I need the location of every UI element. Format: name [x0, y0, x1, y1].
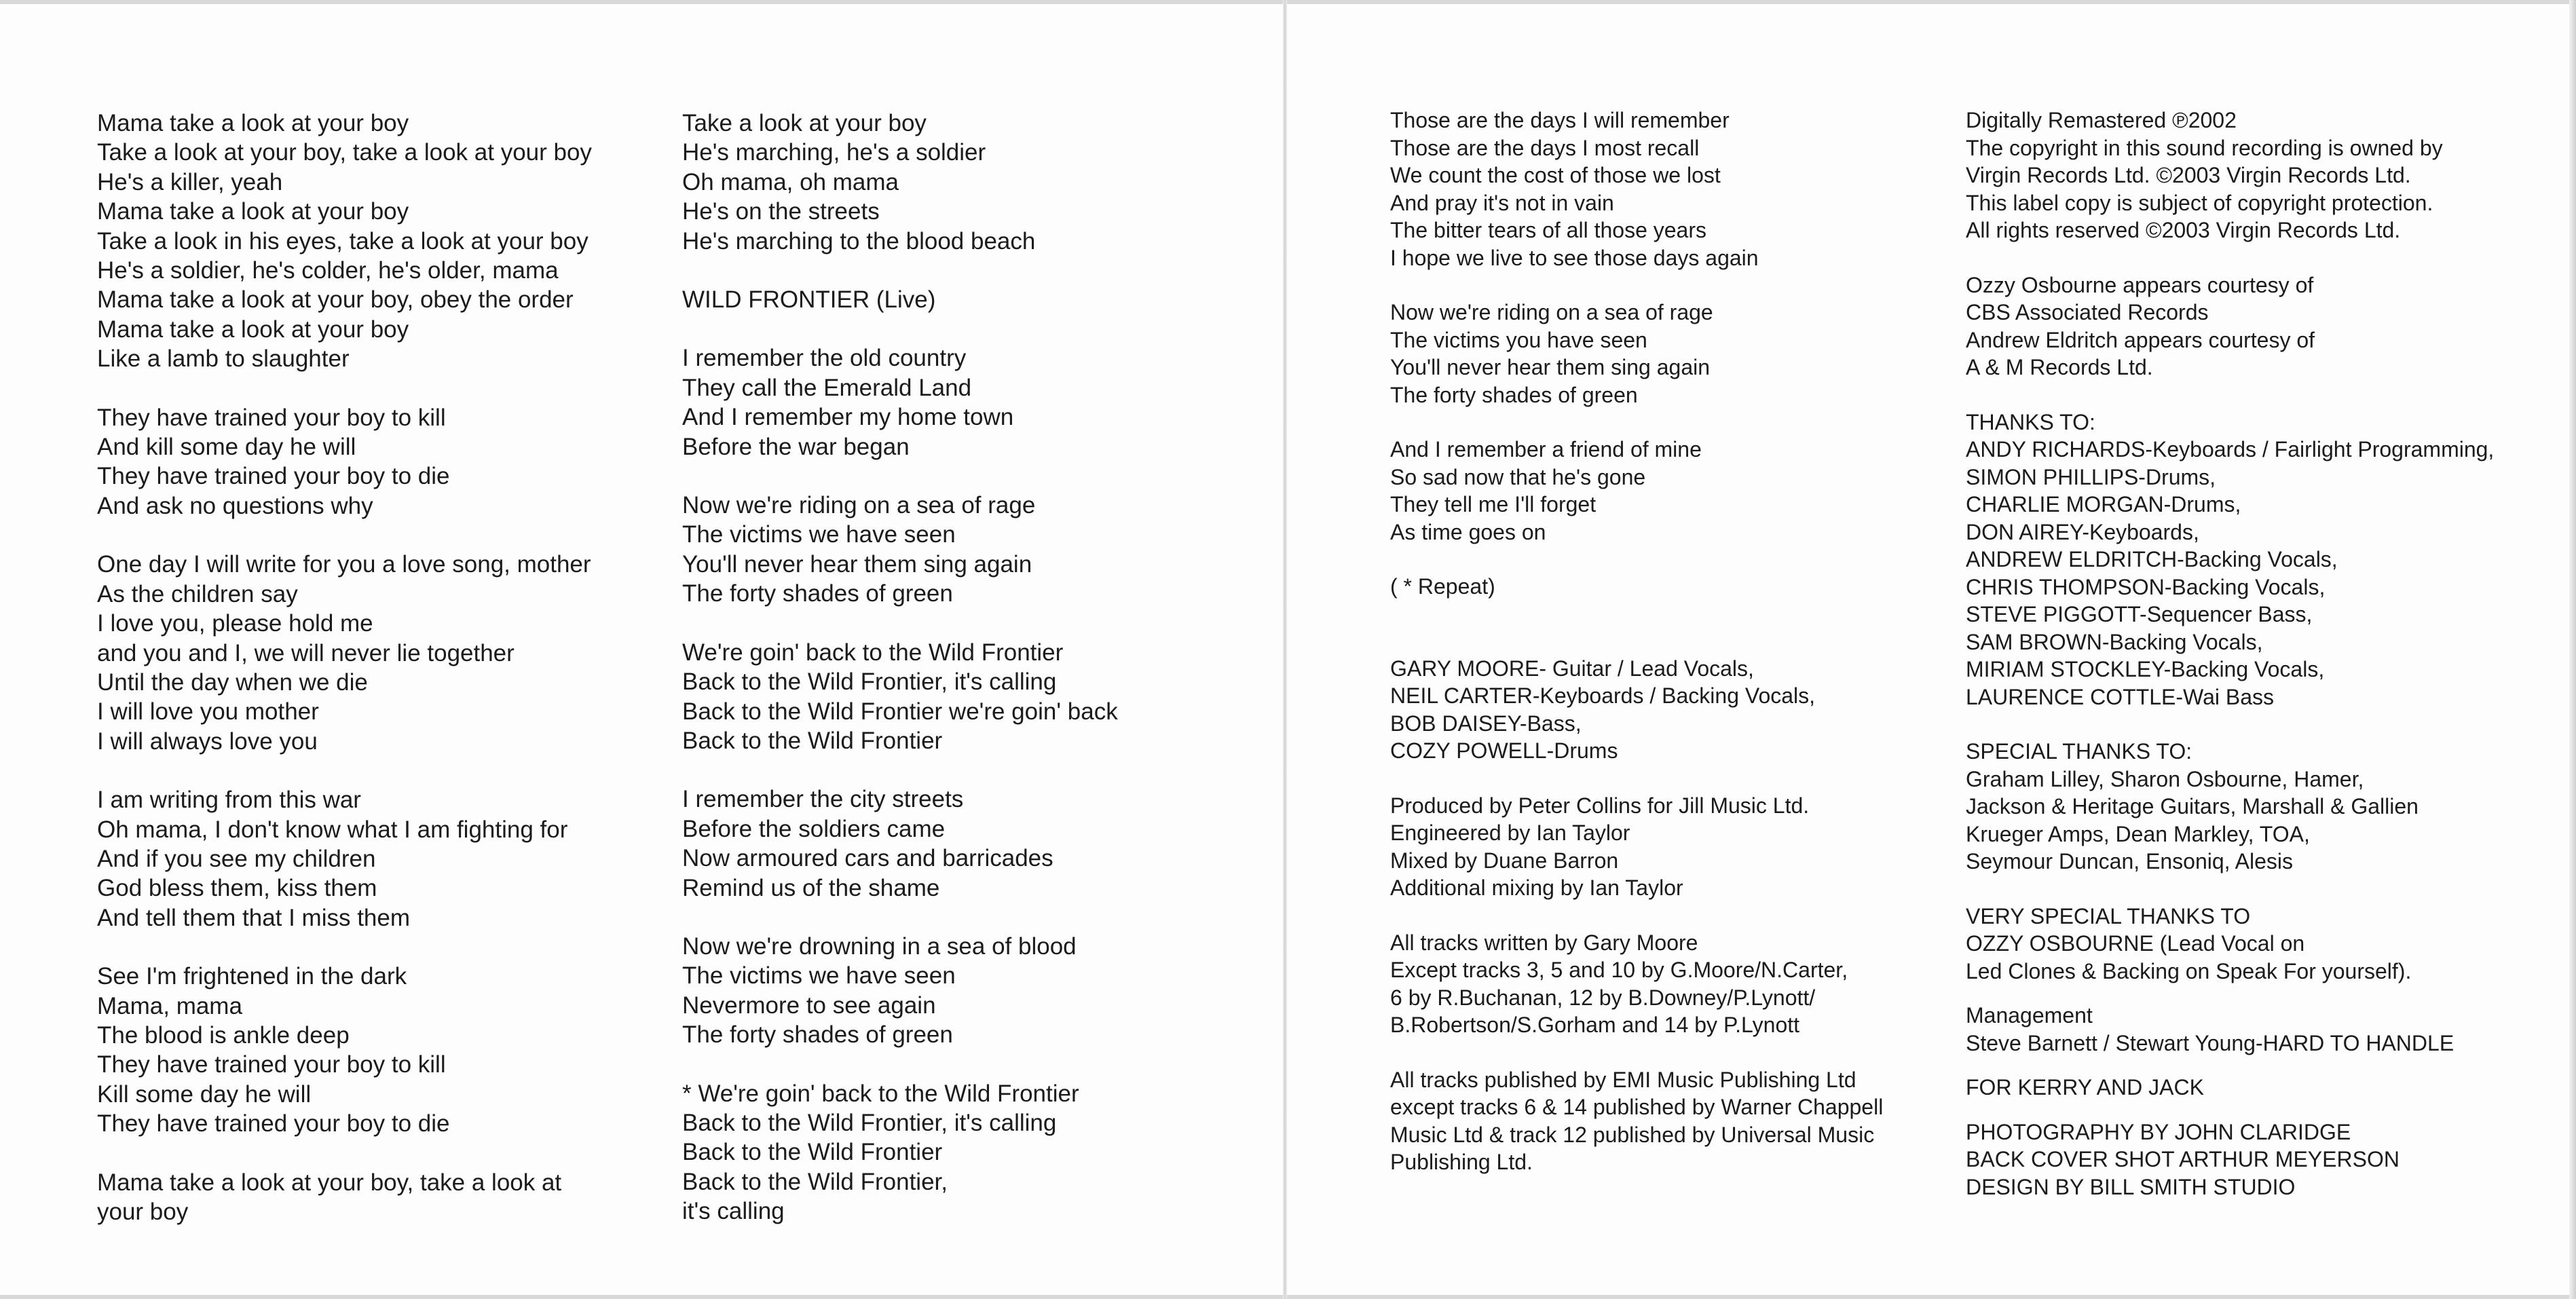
lyric-stanza: [682, 343, 1118, 462]
lyric-line: The victims you have seen: [1390, 327, 1647, 352]
lyric-line: * We're goin' back to the Wild Frontier: [682, 1080, 1079, 1107]
credit-stanza: [1966, 409, 2494, 711]
lyric-line: And I remember my home town: [682, 404, 1014, 431]
lyric-stanza: [682, 285, 1118, 314]
lyric-line: They call the Emerald Land: [682, 374, 972, 401]
credit-line: NEIL CARTER-Keyboards / Backing Vocals,: [1390, 683, 1816, 708]
credit-stanza: [1390, 655, 1883, 765]
lyric-stanza: [682, 491, 1118, 609]
lyric-line: One day I will write for you a love song, mother: [97, 551, 591, 578]
credit-line: Led Clones & Backing on Speak For yourself).: [1966, 958, 2412, 983]
lyric-line: Those are the days I most recall: [1390, 135, 1700, 160]
lyric-stanza: [97, 403, 592, 521]
credit-line: B.Robertson/S.Gorham and 14 by P.Lynott: [1390, 1013, 1800, 1037]
lyric-line: Take a look in his eyes, take a look at your boy: [97, 227, 589, 255]
credit-line: FOR KERRY AND JACK: [1966, 1075, 2204, 1099]
lyric-line: I will love you mother: [97, 698, 319, 726]
booklet-right-edge: [2569, 0, 2576, 1299]
page-top-edge: [0, 0, 2576, 4]
credit-line: DON AIREY-Keyboards,: [1966, 519, 2199, 544]
lyric-stanza: [97, 785, 592, 933]
lyric-line: and you and I, we will never lie together: [97, 639, 515, 666]
credit-line: PHOTOGRAPHY BY JOHN CLARIDGE: [1966, 1119, 2351, 1144]
lyric-line: The forty shades of green: [682, 1021, 953, 1049]
lyric-line: And ask no questions why: [97, 492, 373, 519]
credit-line: Additional mixing by Ian Taylor: [1390, 876, 1683, 900]
lyric-line: Back to the Wild Frontier,: [682, 1168, 948, 1195]
credit-line: except tracks 6 & 14 published by Warner Chappell: [1390, 1095, 1884, 1119]
credit-stanza: [1390, 792, 1883, 902]
credit-line: LAURENCE COTTLE-Wai Bass: [1966, 684, 2274, 709]
lyric-stanza: [97, 109, 592, 374]
page-bottom-edge: [0, 1295, 2576, 1299]
credit-line: MIRIAM STOCKLEY-Backing Vocals,: [1966, 657, 2325, 681]
lyric-line: God bless them, kiss them: [97, 875, 377, 902]
credit-line: A & M Records Ltd.: [1966, 355, 2153, 379]
lyric-line: Now we're riding on a sea of rage: [1390, 300, 1713, 324]
lyric-line: The forty shades of green: [682, 580, 953, 607]
lyric-line: He's on the streets: [682, 198, 880, 225]
lyric-line: The victims we have seen: [682, 962, 956, 990]
lyric-line: The forty shades of green: [1390, 382, 1638, 407]
credit-line: Ozzy Osbourne appears courtesy of: [1966, 272, 2314, 297]
credit-line: Mixed by Duane Barron: [1390, 848, 1619, 873]
lyrics-column-1: [97, 109, 592, 1256]
lyrics-credits-column-3: [1390, 107, 1883, 1203]
credit-line: BACK COVER SHOT ARTHUR MEYERSON: [1966, 1147, 2400, 1171]
lyric-stanza: [97, 550, 592, 756]
credit-stanza: [1966, 271, 2494, 381]
credit-line: Except tracks 3, 5 and 10 by G.Moore/N.Carter,: [1390, 958, 1848, 982]
lyric-line: I remember the old country: [682, 345, 967, 372]
lyric-line: Remind us of the shame: [682, 874, 940, 901]
lyric-line: You'll never hear them sing again: [682, 550, 1032, 578]
credit-line: Produced by Peter Collins for Jill Music Ltd.: [1390, 793, 1810, 818]
credit-line: Seymour Duncan, Ensoniq, Alesis: [1966, 849, 2294, 873]
credits-column-4: [1966, 107, 2494, 1228]
lyric-line: Back to the Wild Frontier, it's calling: [682, 1109, 1057, 1136]
lyric-line: I hope we live to see those days again: [1390, 245, 1759, 270]
lyric-line: Nevermore to see again: [682, 992, 936, 1019]
credit-line: This label copy is subject of copyright protection.: [1966, 190, 2433, 215]
credit-stanza: [1966, 903, 2494, 985]
credit-line: GARY MOORE- Guitar / Lead Vocals,: [1390, 656, 1754, 681]
lyric-line: Like a lamb to slaughter: [97, 345, 350, 373]
credit-line: Digitally Remastered ℗2002: [1966, 108, 2237, 132]
lyric-line: Take a look at your boy, take a look at your boy: [97, 139, 592, 166]
lyric-line: The bitter tears of all those years: [1390, 218, 1706, 242]
credit-line: THANKS TO:: [1966, 409, 2095, 434]
lyric-line: Kill some day he will: [97, 1080, 312, 1108]
lyric-line: Now we're riding on a sea of rage: [682, 492, 1036, 519]
credit-line: The copyright in this sound recording is owned by: [1966, 135, 2443, 160]
lyric-stanza: [682, 1079, 1118, 1226]
credit-line: SAM BROWN-Backing Vocals,: [1966, 629, 2263, 654]
lyric-line: He's a soldier, he's colder, he's older, mama: [97, 257, 559, 284]
credit-line: VERY SPECIAL THANKS TO: [1966, 903, 2251, 928]
lyric-stanza: [1390, 573, 1883, 601]
lyric-line: Oh mama, oh mama: [682, 168, 899, 195]
booklet-fold: [1283, 0, 1287, 1299]
credit-line: ANDREW ELDRITCH-Backing Vocals,: [1966, 547, 2338, 571]
lyric-line: Now we're drowning in a sea of blood: [682, 933, 1077, 960]
lyric-stanza: [1390, 436, 1883, 546]
lyric-line: And if you see my children: [97, 845, 376, 872]
lyric-line: And I remember a friend of mine: [1390, 437, 1702, 462]
lyric-line: Mama take a look at your boy: [97, 198, 409, 225]
credit-line: Graham Lilley, Sharon Osbourne, Hamer,: [1966, 766, 2364, 791]
lyric-stanza: [682, 109, 1118, 256]
credit-line: All tracks published by EMI Music Publishing Ltd: [1390, 1067, 1856, 1092]
lyric-line: Mama take a look at your boy: [97, 316, 409, 343]
lyric-line: They have trained your boy to kill: [97, 404, 446, 431]
lyric-line: See I'm frightened in the dark: [97, 963, 407, 990]
lyric-line: He's marching to the blood beach: [682, 227, 1036, 255]
credit-line: All rights reserved ©2003 Virgin Records Ltd.: [1966, 218, 2401, 242]
lyric-line: He's marching, he's a soldier: [682, 139, 986, 166]
lyric-line: You'll never hear them sing again: [1390, 355, 1711, 379]
lyric-line: They tell me I'll forget: [1390, 492, 1597, 516]
lyric-line: Take a look at your boy: [682, 110, 927, 136]
lyrics-column-2: [682, 109, 1118, 1256]
credit-line: OZZY OSBOURNE (Lead Vocal on: [1966, 931, 2305, 956]
lyric-line: And kill some day he will: [97, 434, 356, 461]
lyric-stanza: [97, 1168, 592, 1227]
lyric-line: He's a killer, yeah: [97, 168, 283, 195]
lyric-line: Back to the Wild Frontier: [682, 727, 943, 754]
credit-line: Andrew Eldritch appears courtesy of: [1966, 327, 2315, 352]
lyric-line: your boy: [97, 1199, 189, 1225]
lyric-line: Mama take a look at your boy: [97, 110, 409, 136]
credit-line: ANDY RICHARDS-Keyboards / Fairlight Programming,: [1966, 437, 2495, 462]
lyric-line: Until the day when we die: [97, 669, 368, 696]
lyric-line: Those are the days I will remember: [1390, 108, 1730, 132]
lyric-line: Mama take a look at your boy, obey the order: [97, 286, 574, 314]
credit-line: Steve Barnett / Stewart Young-HARD TO HANDLE: [1966, 1030, 2454, 1055]
credit-line: CHARLIE MORGAN-Drums,: [1966, 492, 2241, 516]
credit-line: Publishing Ltd.: [1390, 1150, 1533, 1174]
lyric-line: Oh mama, I don't know what I am fighting for: [97, 816, 568, 843]
credit-line: DESIGN BY BILL SMITH STUDIO: [1966, 1174, 2296, 1199]
lyric-line: Back to the Wild Frontier we're goin' back: [682, 698, 1118, 725]
lyric-line: I will always love you: [97, 728, 318, 755]
credit-line: CBS Associated Records: [1966, 300, 2209, 324]
lyric-line: They have trained your boy to die: [97, 463, 450, 490]
credit-stanza: [1966, 1002, 2494, 1057]
lyric-line: Mama take a look at your boy, take a look at: [97, 1169, 562, 1196]
credit-line: COZY POWELL-Drums: [1390, 738, 1618, 763]
lyric-line: The blood is ankle deep: [97, 1021, 350, 1049]
credit-stanza: [1390, 929, 1883, 1039]
credit-stanza: [1966, 107, 2494, 244]
lyric-line: ( * Repeat): [1390, 574, 1495, 599]
lyric-stanza: [97, 962, 592, 1138]
credit-line: SIMON PHILLIPS-Drums,: [1966, 464, 2216, 489]
lyric-line: And pray it's not in vain: [1390, 190, 1614, 215]
lyric-line: The victims we have seen: [682, 521, 956, 548]
credit-line: Music Ltd & track 12 published by Universal Music: [1390, 1122, 1875, 1147]
credit-stanza: [1966, 738, 2494, 876]
lyric-line: Back to the Wild Frontier, it's calling: [682, 669, 1057, 696]
credit-line: Jackson & Heritage Guitars, Marshall & Gallien: [1966, 794, 2419, 818]
lyric-stanza: [682, 932, 1118, 1050]
lyric-line: I am writing from this war: [97, 787, 361, 814]
lyric-line: And tell them that I miss them: [97, 904, 411, 931]
lyric-line: WILD FRONTIER (Live): [682, 286, 936, 314]
lyric-line: Mama, mama: [97, 992, 242, 1019]
lyric-line: Back to the Wild Frontier: [682, 1139, 943, 1166]
credit-stanza: [1966, 1074, 2494, 1102]
credit-stanza: [1390, 1066, 1883, 1176]
lyric-line: I love you, please hold me: [97, 610, 373, 637]
credit-line: SPECIAL THANKS TO:: [1966, 739, 2192, 764]
credit-line: Engineered by Ian Taylor: [1390, 821, 1630, 845]
lyric-line: it's calling: [682, 1198, 785, 1225]
lyric-stanza: [682, 785, 1118, 903]
credit-line: Virgin Records Ltd. ©2003 Virgin Records Ltd.: [1966, 163, 2411, 187]
lyric-line: We're goin' back to the Wild Frontier: [682, 639, 1064, 666]
lyric-line: So sad now that he's gone: [1390, 464, 1646, 489]
lyric-stanza: [682, 638, 1118, 756]
credit-line: Krueger Amps, Dean Markley, TOA,: [1966, 821, 2310, 846]
lyric-line: They have trained your boy to die: [97, 1110, 450, 1137]
lyric-line: They have trained your boy to kill: [97, 1051, 446, 1078]
lyric-stanza: [1390, 107, 1883, 271]
credit-line: 6 by R.Buchanan, 12 by B.Downey/P.Lynott/: [1390, 985, 1816, 1010]
lyric-line: Now armoured cars and barricades: [682, 845, 1053, 872]
credit-line: STEVE PIGGOTT-Sequencer Bass,: [1966, 602, 2313, 626]
lyric-line: Before the war began: [682, 433, 910, 460]
lyric-line: I remember the city streets: [682, 786, 964, 813]
lyric-line: As the children say: [97, 580, 298, 607]
credit-stanza: [1966, 1118, 2494, 1201]
lyric-line: We count the cost of those we lost: [1390, 163, 1721, 187]
credit-line: Management: [1966, 1003, 2093, 1028]
lyric-line: Before the soldiers came: [682, 815, 946, 842]
credit-line: All tracks written by Gary Moore: [1390, 930, 1698, 955]
credit-line: CHRIS THOMPSON-Backing Vocals,: [1966, 574, 2326, 599]
lyric-line: As time goes on: [1390, 519, 1546, 544]
credit-line: BOB DAISEY-Bass,: [1390, 711, 1582, 736]
lyric-stanza: [1390, 299, 1883, 409]
